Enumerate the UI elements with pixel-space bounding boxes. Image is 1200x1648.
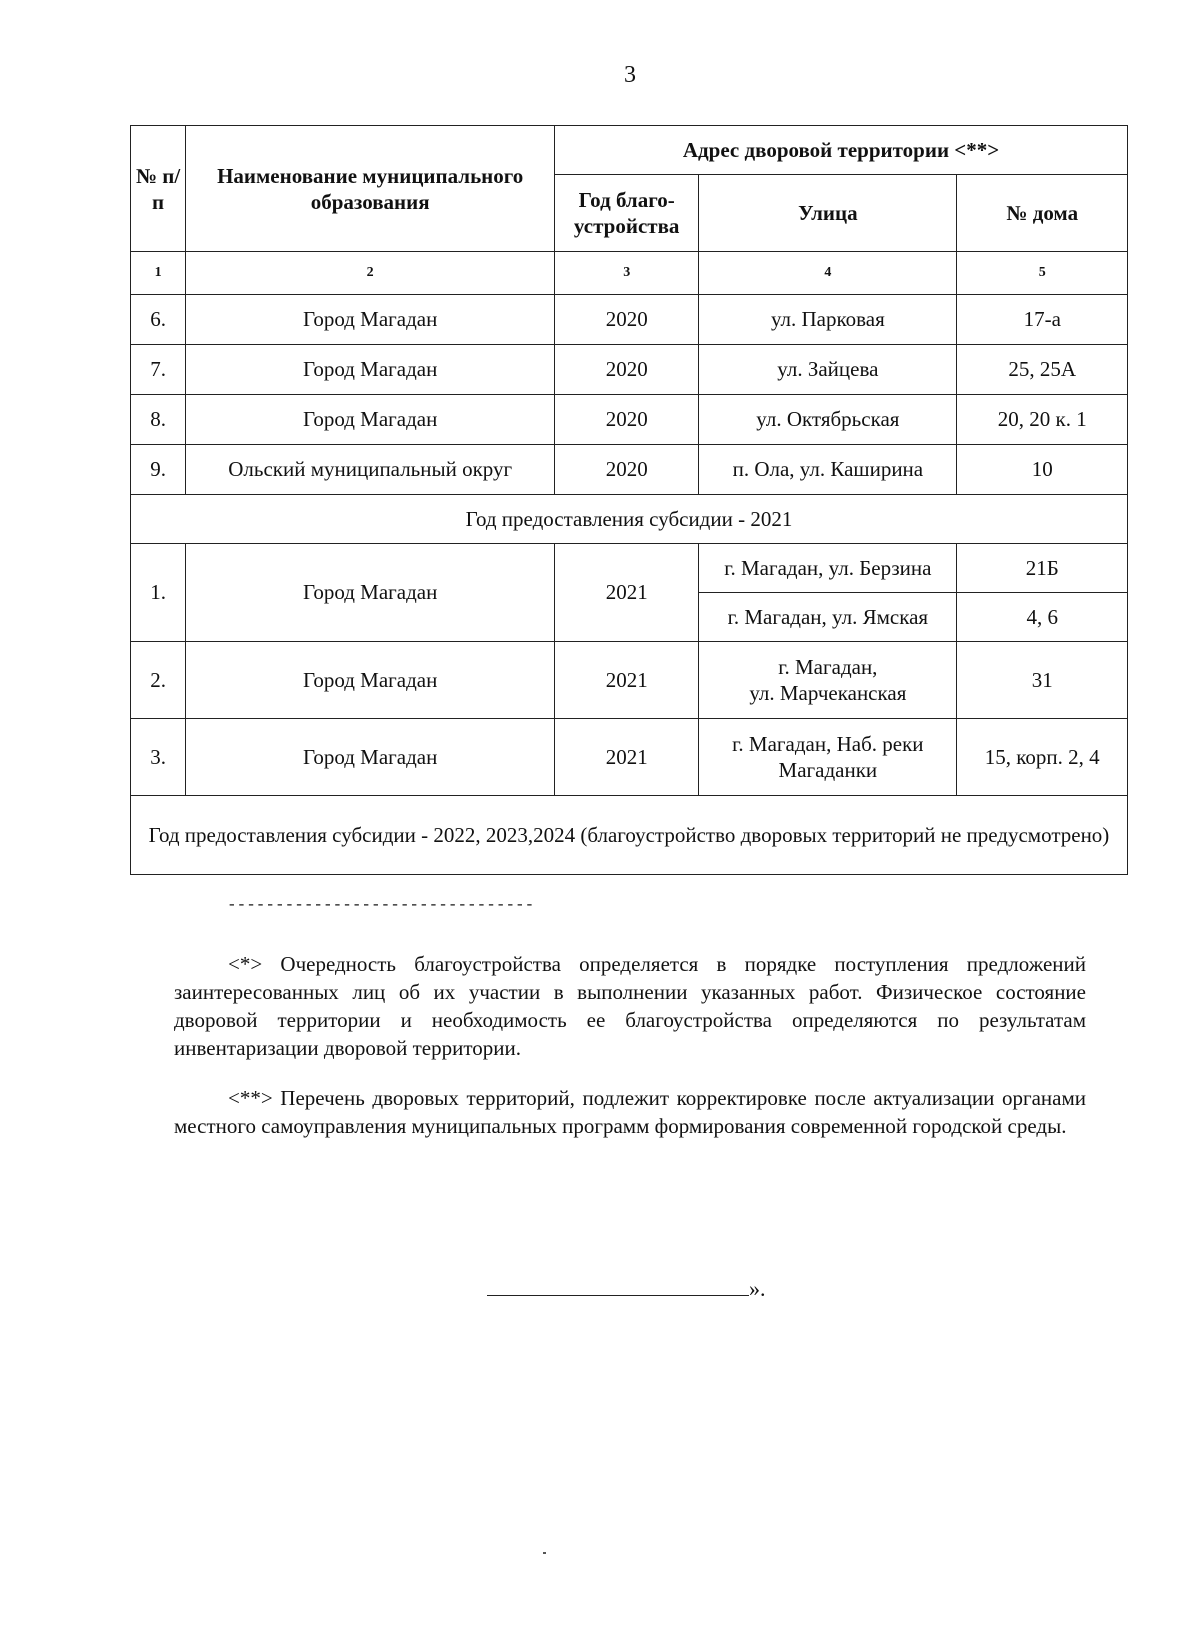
table-row [131, 295, 1128, 345]
header-municipality: Наименование муниципального образования [186, 126, 555, 252]
cell-num: 1. [131, 544, 186, 642]
cell-house: 4, 6 [957, 593, 1128, 642]
cell-house: 21Б [957, 544, 1128, 593]
cell-municipality: Город Магадан [186, 642, 555, 719]
column-number: 5 [957, 252, 1128, 295]
cell-street: ул. Зайцева [699, 345, 957, 395]
table-row [131, 544, 1128, 593]
scan-speck [543, 1552, 546, 1554]
cell-street: п. Ола, ул. Каширина [699, 445, 957, 495]
table-row [131, 345, 1128, 395]
header-num: № п/п [131, 126, 186, 252]
section-row-2022-2024 [131, 796, 1128, 875]
cell-street: г. Магадан, ул. Ямская [699, 593, 957, 642]
cell-street: ул. Парковая [699, 295, 957, 345]
header-year: Год благо-устройства [555, 175, 699, 252]
section-title-2022-2024: Год предоставления субсидии - 2022, 2023,2024 (благоустройство дворовых территорий не предусмотрено) [131, 796, 1128, 875]
footnote-1: <*> Очередность благоустройства определяется в порядке поступления предложений заинтересованных лиц об их участии в выполнении указанных работ. Физическое состояние дворовой территории и необходимость ее благоустройства определяются по результатам инвентаризации дворовой территории. [174, 952, 1086, 1060]
column-number: 4 [699, 252, 957, 295]
cell-year: 2021 [555, 642, 699, 719]
cell-num: 9. [131, 445, 186, 495]
cell-street: ул. Октябрьская [699, 395, 957, 445]
page-number: 3 [624, 62, 636, 88]
street-line: ул. Марчеканская [749, 681, 907, 705]
header-street: Улица [699, 175, 957, 252]
column-number: 2 [186, 252, 555, 295]
header-address-group: Адрес дворовой территории <**> [555, 126, 1128, 175]
cell-municipality: Город Магадан [186, 295, 555, 345]
cell-year: 2021 [555, 719, 699, 796]
cell-year: 2020 [555, 445, 699, 495]
section-title-2021: Год предоставления субсидии - 2021 [131, 495, 1128, 544]
section-row-2021 [131, 495, 1128, 544]
cell-house: 20, 20 к. 1 [957, 395, 1128, 445]
cell-house: 17-а [957, 295, 1128, 345]
footnote-separator: -------------------------------- [227, 896, 535, 914]
cell-house: 10 [957, 445, 1128, 495]
cell-num: 6. [131, 295, 186, 345]
cell-street [699, 719, 957, 796]
street-line: Магаданки [778, 758, 878, 782]
cell-num: 7. [131, 345, 186, 395]
cell-num: 3. [131, 719, 186, 796]
cell-num: 2. [131, 642, 186, 719]
cell-municipality: Город Магадан [186, 345, 555, 395]
signature-underline [487, 1275, 749, 1296]
yard-territories-table [130, 125, 1128, 875]
cell-house: 25, 25А [957, 345, 1128, 395]
footnote-2: <**> Перечень дворовых территорий, подлежит корректировке после актуализации органами местного самоуправления муниципальных программ формирования современной городской среды. [174, 1086, 1086, 1138]
cell-num: 8. [131, 395, 186, 445]
cell-municipality: Ольский муниципальный округ [186, 445, 555, 495]
table-header-row [131, 126, 1128, 175]
column-number: 1 [131, 252, 186, 295]
table-row [131, 719, 1128, 796]
cell-house: 31 [957, 642, 1128, 719]
street-line: г. Магадан, [778, 655, 878, 679]
cell-year: 2020 [555, 395, 699, 445]
cell-street [699, 642, 957, 719]
cell-street: г. Магадан, ул. Берзина [699, 544, 957, 593]
header-house: № дома [957, 175, 1128, 252]
table-row [131, 395, 1128, 445]
cell-municipality: Город Магадан [186, 544, 555, 642]
column-number: 3 [555, 252, 699, 295]
table-row [131, 445, 1128, 495]
closing-mark: ». [749, 1276, 766, 1301]
closing-line [487, 1275, 766, 1302]
column-numbers-row [131, 252, 1128, 295]
cell-year: 2020 [555, 345, 699, 395]
cell-municipality: Город Магадан [186, 395, 555, 445]
table-row [131, 642, 1128, 719]
street-line: г. Магадан, Наб. реки [732, 732, 924, 756]
cell-house: 15, корп. 2, 4 [957, 719, 1128, 796]
cell-year: 2021 [555, 544, 699, 642]
cell-year: 2020 [555, 295, 699, 345]
cell-municipality: Город Магадан [186, 719, 555, 796]
